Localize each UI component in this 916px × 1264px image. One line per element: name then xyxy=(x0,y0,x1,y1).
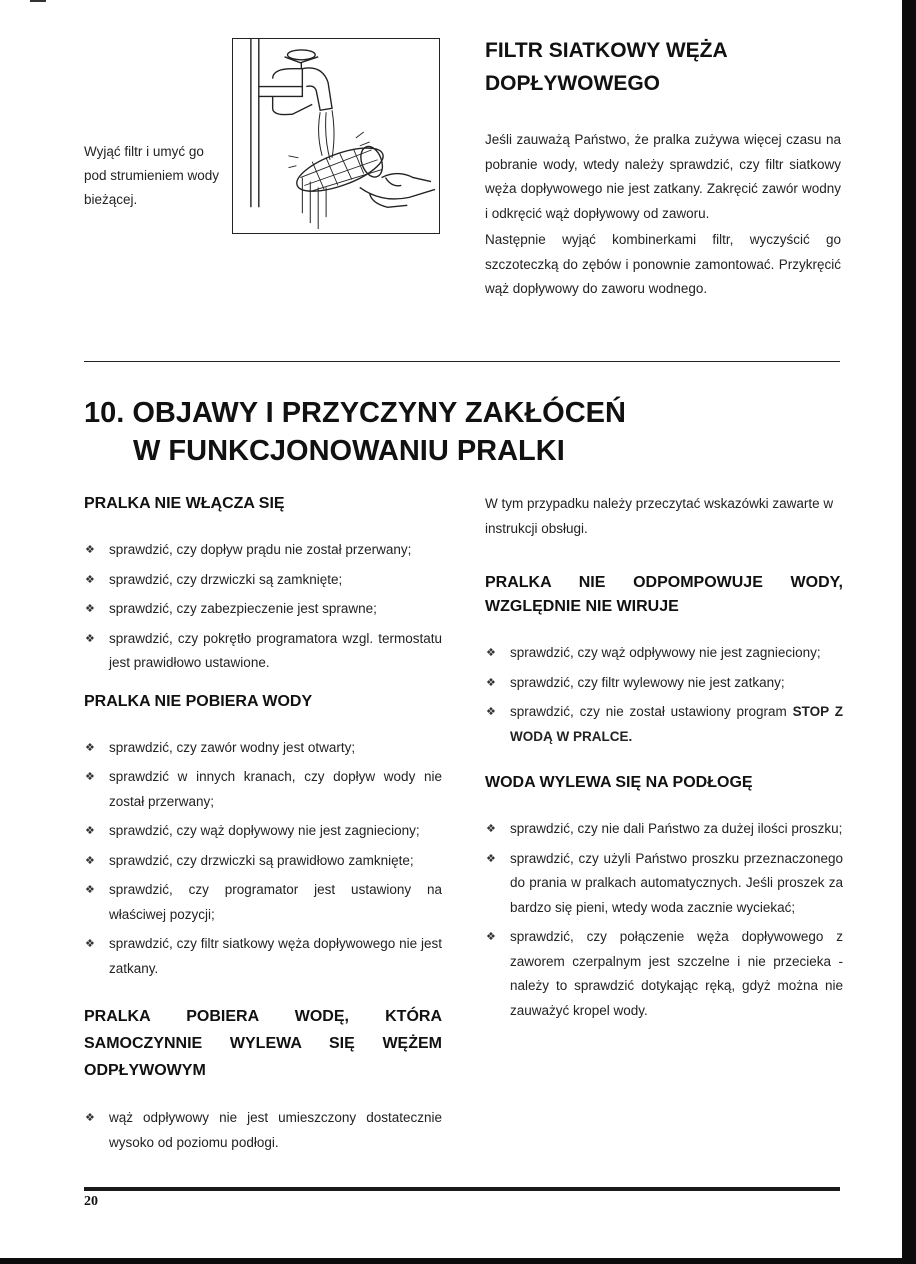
heading-no-water: PRALKA NIE POBIERA WODY xyxy=(84,692,313,710)
bullet-icon: ❖ xyxy=(486,676,496,689)
bullet-icon: ❖ xyxy=(486,823,496,835)
scan-border-bottom xyxy=(0,1258,916,1264)
bullet-icon: ❖ xyxy=(85,1112,95,1124)
bullet-icon: ❖ xyxy=(85,603,95,615)
figure-caption: Wyjąć filtr i umyć go pod strumieniem wody bieżącej. xyxy=(84,143,220,207)
list-no-power xyxy=(84,538,442,676)
bullet-icon: ❖ xyxy=(486,931,496,943)
list-item: ❖ sprawdzić, czy połączenie węża dopływowego z zaworem czerpalnym jest szczelne i nie przecieka - należy to sprawdzić dotykając ręką, gdyż można nie zauważyć kropel wody. xyxy=(485,925,843,1023)
list-item: ❖ sprawdzić, czy nie został ustawiony program STOP Z WODĄ W PRALCE. xyxy=(485,700,843,749)
list-item: ❖ sprawdzić, czy drzwiczki są zamknięte; xyxy=(84,568,442,593)
list-item: ❖ sprawdzić, czy pokrętło programatora wzgl. termostatu jest prawidłowo ustawione. xyxy=(84,627,442,676)
page-number: 20 xyxy=(84,1194,98,1209)
heading-no-drain: PRALKA NIE ODPOMPOWUJE WODY, WZGLĘDNIE NIE WIRUJE xyxy=(485,574,843,615)
section-divider xyxy=(84,361,840,362)
scan-mark xyxy=(30,0,46,2)
list-no-water xyxy=(84,736,442,982)
bullet-icon: ❖ xyxy=(85,854,95,867)
list-item: ❖ sprawdzić w innych kranach, czy dopływ wody nie został przerwany; xyxy=(84,765,442,814)
list-water-leak xyxy=(485,817,843,1023)
faucet-filter-illustration xyxy=(232,38,440,234)
list-item: ❖ sprawdzić, czy wąż dopływowy nie jest zagnieciony; xyxy=(84,819,442,844)
program-name: STOP Z WODĄ W PRALCE. xyxy=(510,704,844,744)
list-item: ❖ sprawdzić, czy filtr siatkowy węża dopływowego nie jest zatkany. xyxy=(84,932,442,981)
list-item: ❖ sprawdzić, czy użyli Państwo proszku przeznaczonego do prania w pralkach automatycznych. Jeśli proszek za bardzo się pieni, wtedy woda zacznie wyciekać; xyxy=(485,847,843,921)
bullet-icon: ❖ xyxy=(85,573,95,586)
bullet-icon: ❖ xyxy=(85,938,95,950)
chapter-title-line-1: 10. OBJAWY I PRZYCZYNY ZAKŁÓCEŃ xyxy=(84,397,626,429)
filter-paragraph-1: Jeśli zauważą Państwo, że pralka zużywa więcej czasu na pobranie wody, wtedy należy sprawdzić, czy filtr siatkowy węża dopływowego nie jest zatkany. Zakręcić zawór wodny i odkręcić wąż dopływowy od zaworu. xyxy=(485,132,841,221)
left-column xyxy=(84,492,442,1160)
list-item: ❖ sprawdzić, czy zabezpieczenie jest sprawne; xyxy=(84,597,442,622)
bullet-icon: ❖ xyxy=(486,647,496,659)
footer-rule xyxy=(84,1187,840,1191)
bullet-icon: ❖ xyxy=(85,884,95,896)
bullet-icon: ❖ xyxy=(486,852,496,865)
filter-paragraph-2: Następnie wyjąć kombinerkami filtr, wyczyścić go szczoteczką do zębów i ponownie zamontować. Przykręcić wąż dopływowy do zaworu wodnego. xyxy=(485,232,841,296)
right-column xyxy=(485,492,843,1028)
list-item: ❖ sprawdzić, czy programator jest ustawiony na właściwej pozycji; xyxy=(84,878,442,927)
bullet-icon: ❖ xyxy=(85,771,95,783)
heading-self-draining: PRALKA POBIERA WODĘ, KTÓRA SAMOCZYNNIE WYLEWA SIĘ WĘŻEM ODPŁYWOWYM xyxy=(84,1008,442,1079)
bullet-icon: ❖ xyxy=(85,544,95,556)
bullet-icon: ❖ xyxy=(486,706,496,718)
filter-section-title: FILTR SIATKOWY WĘŻA DOPŁYWOWEGO xyxy=(485,39,727,95)
scan-border-right xyxy=(902,0,916,1264)
list-item: ❖ sprawdzić, czy filtr wylewowy nie jest zatkany; xyxy=(485,671,843,696)
list-item: ❖ sprawdzić, czy wąż odpływowy nie jest zagnieciony; xyxy=(485,641,843,666)
chapter-title-line-2: W FUNKCJONOWANIU PRALKI xyxy=(133,435,565,467)
list-no-drain xyxy=(485,641,843,749)
list-item: ❖ sprawdzić, czy drzwiczki są prawidłowo zamknięte; xyxy=(84,849,442,874)
heading-water-leak: WODA WYLEWA SIĘ NA PODŁOGĘ xyxy=(485,774,753,791)
bullet-icon: ❖ xyxy=(85,632,95,645)
list-self-draining xyxy=(84,1106,442,1155)
list-item: ❖ sprawdzić, czy zawór wodny jest otwarty; xyxy=(84,736,442,761)
list-item: ❖ wąż odpływowy nie jest umieszczony dostatecznie wysoko od poziomu podłogi. xyxy=(84,1106,442,1155)
list-item: ❖ sprawdzić, czy nie dali Państwo za dużej ilości proszku; xyxy=(485,817,843,842)
chapter-title xyxy=(84,394,784,470)
note-see-manual: W tym przypadku należy przeczytać wskazówki zawarte w instrukcji obsługi. xyxy=(485,496,834,536)
bullet-icon: ❖ xyxy=(85,825,95,837)
bullet-icon: ❖ xyxy=(85,741,95,754)
list-item: ❖ sprawdzić, czy dopływ prądu nie został przerwany; xyxy=(84,538,442,563)
heading-no-power: PRALKA NIE WŁĄCZA SIĘ xyxy=(84,495,285,512)
